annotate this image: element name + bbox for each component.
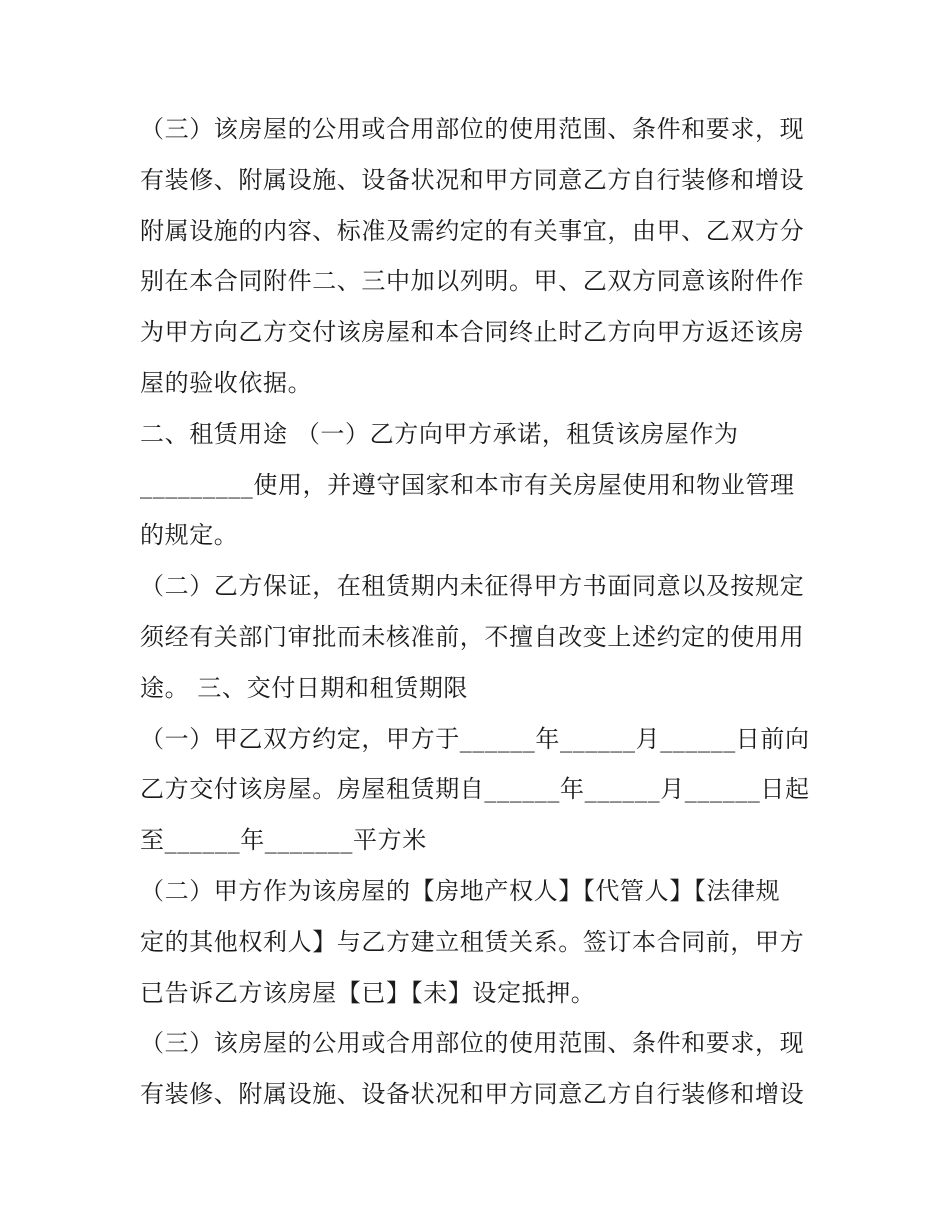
text-line: 别在本合同附件二、三中加以列明。甲、乙双方同意该附件作 [140,267,805,296]
text-line: 乙方交付该房屋。房屋租赁期自______年______月______日起 [140,775,810,804]
text-line: （三）该房屋的公用或合用部位的使用范围、条件和要求，现 [140,115,805,143]
text-line: 附属设施的内容、标准及需约定的有关事宜，由甲、乙双方分 [140,216,805,245]
text-line: 为甲方向乙方交付该房屋和本合同终止时乙方向甲方返还该房 [140,318,805,347]
text-line: 屋的验收依据。 [140,368,313,397]
text-line: 有装修、附属设施、设备状况和甲方同意乙方自行装修和增设 [140,1080,805,1109]
text-line: 有装修、附属设施、设备状况和甲方同意乙方自行装修和增设 [140,165,805,194]
text-line: 须经有关部门审批而未核准前，不擅自改变上述约定的使用用 [140,622,805,651]
text-line: （二）甲方作为该房屋的【房地产权人】【代管人】【法律规 [140,876,781,905]
text-line: （一）甲乙双方约定，甲方于______年______月______日前向 [140,724,810,753]
document-page [140,104,830,1120]
text-line: _________使用，并遵守国家和本市有关房屋使用和物业管理 [140,470,795,499]
text-line: 已告诉乙方该房屋【已】【未】设定抵押。 [140,978,596,1007]
text-line: （三）该房屋的公用或合用部位的使用范围、条件和要求，现 [140,1029,805,1058]
text-line: 二、租赁用途 （一）乙方向甲方承诺，租赁该房屋作为 [140,419,739,448]
text-line: 途。 三、交付日期和租赁期限 [140,673,469,702]
text-line: （二）乙方保证，在租赁期内未征得甲方书面同意以及按规定 [140,572,805,601]
text-line: 至______年_______平方米 [140,826,427,855]
text-line: 定的其他权利人】与乙方建立租赁关系。签订本合同前，甲方 [140,927,805,956]
text-line: 的规定。 [140,521,239,550]
